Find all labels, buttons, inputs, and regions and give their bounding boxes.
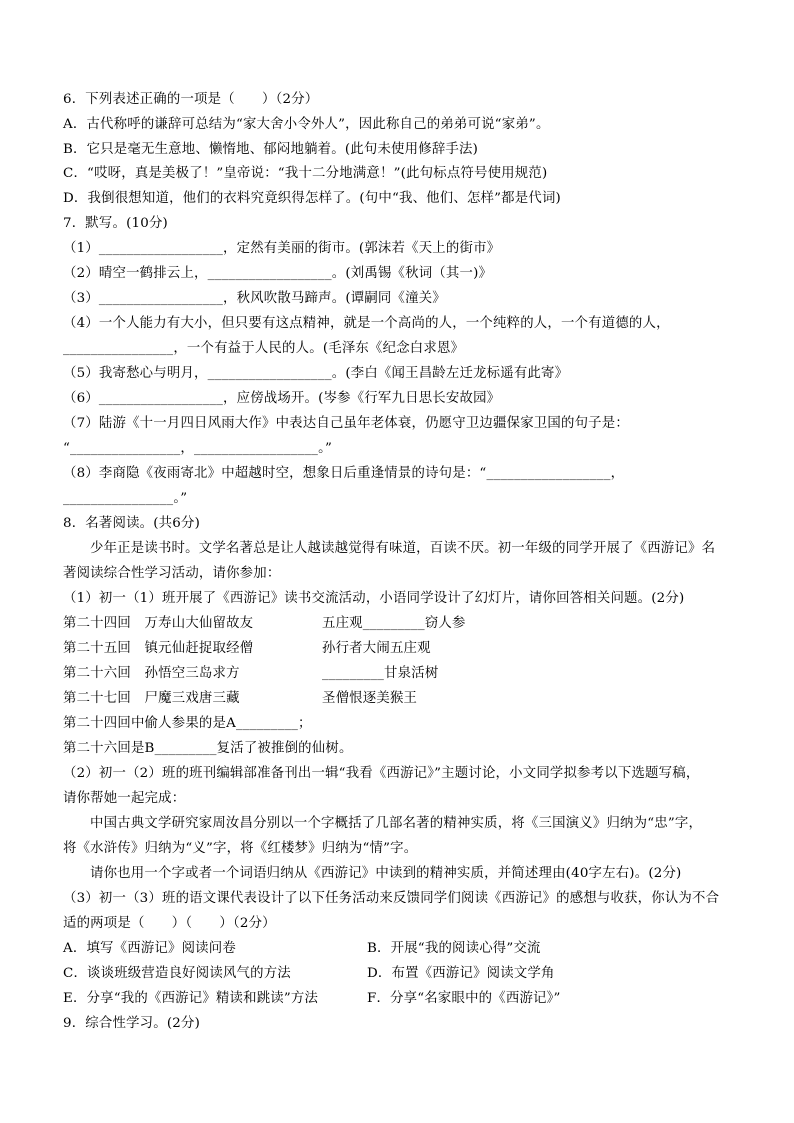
- q6-option-b: B．它只是毫无生意地、懒惰地、郁闷地躺着。(此句未使用修辞手法): [63, 142, 479, 157]
- q7-line-4a: （4）一个人能力有大小，但只要有这点精神，就是一个高尚的人，一个纯粹的人，一个有道德的人，: [63, 316, 670, 331]
- q8-part-1: （1）初一（1）班开展了《西游记》读书交流活动，小语同学设计了幻灯片，请你回答相关问题。(2分): [63, 591, 685, 606]
- q7-line-1: （1）__________________，定然有美丽的街市。(郭沫若《天上的街市》: [63, 241, 501, 256]
- q8-option-left: A．填写《西游记》阅读问卷: [63, 941, 236, 956]
- q6-title: 6．下列表述正确的一项是（ ）（2分）: [63, 92, 319, 107]
- chapter-row-left: 第二十五回 镇元仙赶捉取经僧: [63, 641, 254, 656]
- q7-title: 7．默写。(10分): [63, 216, 168, 231]
- q8-part-2a: （2）初一（2）班的班刊编辑部准备刊出一辑“我看《西游记》”主题讨论，小文同学拟参考以下选题写稿，: [63, 766, 700, 781]
- q8-intro-2: 著阅读综合性学习活动，请你参加：: [63, 566, 281, 581]
- q8-part-2c: 中国古典文学研究家周汝昌分别以一个字概括了几部名著的精神实质，将《三国演义》归纳为“忠”字，: [90, 816, 703, 831]
- q7-line-7b: “________________，__________________。”: [63, 441, 333, 456]
- q8-part-3a: （3）初一（3）班的语文课代表设计了以下任务活动来反馈同学们阅读《西游记》的感想与收获，你认为不合: [63, 891, 720, 906]
- q8-title: 8．名著阅读。(共6分): [63, 516, 201, 531]
- chapter-row-right: _________甘泉活树: [322, 666, 439, 681]
- q8-part-3b: 适的两项是（ ）（ ）（2分）: [63, 916, 276, 931]
- chapter-row-left: 第二十四回 万寿山大仙留故友: [63, 616, 254, 631]
- q7-line-6: （6）__________________，应傍战场开。(岑参《行军九日思长安故园》: [63, 391, 501, 406]
- q8-part-2d: 将《水浒传》归纳为“义”字，将《红楼梦》归纳为“情”字。: [63, 841, 418, 856]
- q8-part-2e: 请你也用一个字或者一个词语归纳从《西游记》中读到的精神实质，并简述理由(40字左右)。(2分): [90, 866, 682, 881]
- q8-option-right: D．布置《西游记》阅读文学角: [367, 966, 555, 981]
- chapter-row-right: 五庄观_________窃人参: [322, 616, 466, 631]
- q8-fill-b: 第二十六回是B_________复活了被推倒的仙树。: [63, 741, 353, 756]
- chapter-row-right: 圣僧恨逐美猴王: [322, 691, 418, 706]
- q6-option-a: A．古代称呼的谦辞可总结为“家大舍小令外人”，因此称自己的弟弟可说“家弟”。: [63, 117, 550, 132]
- q8-intro-1: 少年正是读书时。文学名著总是让人越读越觉得有味道，百读不厌。初一年级的同学开展了《西游记》名: [90, 541, 716, 556]
- q8-part-2b: 请你帮她一起完成：: [63, 791, 186, 806]
- q8-option-left: C．谈谈班级营造良好阅读风气的方法: [63, 966, 291, 981]
- q7-line-2: （2）晴空一鹤排云上，__________________。(刘禹锡《秋词（其一)》: [63, 266, 493, 281]
- chapter-row-left: 第二十六回 孙悟空三岛求方: [63, 666, 240, 681]
- chapter-row-left: 第二十七回 尸魔三戏唐三藏: [63, 691, 240, 706]
- q8-option-right: B．开展“我的阅读心得”交流: [367, 941, 541, 956]
- q8-option-right: F．分享“名家眼中的《西游记》”: [367, 991, 561, 1006]
- q6-option-d: D．我倒很想知道，他们的衣料究竟织得怎样了。(句中“我、他们、怎样”都是代词): [63, 191, 561, 206]
- q8-option-left: E．分享“我的《西游记》精读和跳读”方法: [63, 991, 319, 1006]
- q8-fill-a: 第二十四回中偷人参果的是A_________；: [63, 716, 312, 731]
- q7-line-7a: （7）陆游《十一月四日风雨大作》中表达自己虽年老体衰，仍愿守卫边疆保家卫国的句子是：: [63, 416, 629, 431]
- q6-option-c: C．“哎呀，真是美极了！”皇帝说：“我十二分地满意！”(此句标点符号使用规范): [63, 166, 548, 181]
- q7-line-8b: ________________。”: [63, 491, 188, 506]
- q9-title: 9．综合性学习。(2分): [63, 1016, 201, 1031]
- q7-line-3: （3）__________________，秋风吹散马蹄声。(谭嗣同《潼关》: [63, 291, 446, 306]
- q7-line-8a: （8）李商隐《夜雨寄北》中超越时空，想象日后重逢情景的诗句是：“__________________，: [63, 466, 625, 481]
- chapter-row-right: 孙行者大闹五庄观: [322, 641, 431, 656]
- q7-line-4b: ________________，一个有益于人民的人。(毛泽东《纪念白求恩》: [63, 341, 465, 356]
- q7-line-5: （5）我寄愁心与明月，__________________。(李白《闻王昌龄左迁龙标遥有此寄》: [63, 366, 569, 381]
